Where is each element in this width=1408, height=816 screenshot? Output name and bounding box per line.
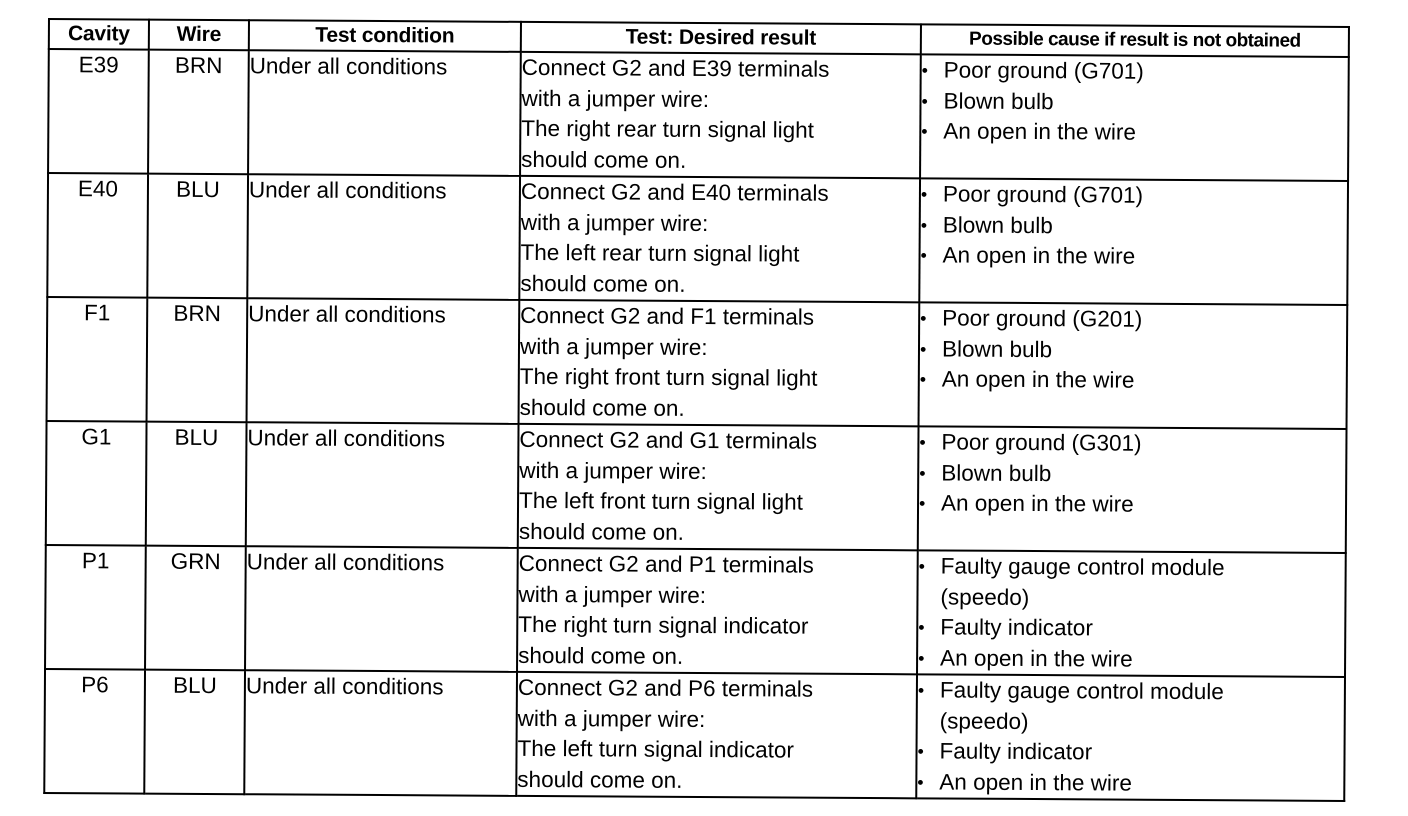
bullet-icon: • xyxy=(920,308,927,329)
document-sheet xyxy=(43,18,1348,802)
bullet-icon: • xyxy=(920,214,928,235)
wire-header: Wire xyxy=(149,20,249,51)
possible-cause-cell xyxy=(917,550,1346,677)
result-line: with a jumper wire: xyxy=(518,581,707,608)
possible-cause-cell xyxy=(918,426,1347,553)
cause-item xyxy=(920,303,1346,336)
table-row xyxy=(48,49,1349,181)
cause-list xyxy=(920,179,1347,273)
cause-item xyxy=(918,643,1344,676)
cause-text: An open in the wire xyxy=(940,490,1134,517)
table-body xyxy=(44,49,1349,801)
cause-item xyxy=(918,612,1344,645)
desired-result-cell xyxy=(518,424,919,550)
cause-text: Blown bulb xyxy=(941,459,1052,486)
wire-cell: BRN xyxy=(147,298,248,423)
test-condition-cell: Under all conditions xyxy=(247,174,520,300)
possible-cause-cell xyxy=(916,674,1345,801)
cause-text: Faulty indicator xyxy=(939,738,1093,765)
result-line: should come on. xyxy=(518,518,685,545)
cause-text: Faulty indicator xyxy=(940,614,1093,641)
cause-text: Poor ground (G201) xyxy=(942,305,1143,332)
wire-cell: BLU xyxy=(147,174,248,299)
table-row xyxy=(46,421,1347,553)
cause-text: An open in the wire xyxy=(941,366,1135,393)
cause-item xyxy=(919,458,1345,491)
result-line: with a jumper wire: xyxy=(519,333,708,360)
possible-cause-cell xyxy=(920,54,1349,181)
cause-text: An open in the wire xyxy=(942,242,1136,269)
table-row xyxy=(45,545,1346,677)
cause-text: An open in the wire xyxy=(939,768,1133,796)
cause-item xyxy=(919,427,1345,460)
cavity-cell: E39 xyxy=(48,49,149,174)
cause-list xyxy=(920,303,1347,397)
cause-item xyxy=(918,551,1344,615)
cause-text: An open in the wire xyxy=(943,118,1137,145)
cause-text: An open in the wire xyxy=(940,644,1133,672)
cause-item xyxy=(917,767,1343,800)
cause-item xyxy=(919,488,1345,521)
cause-item xyxy=(920,334,1346,367)
bullet-icon: • xyxy=(921,60,929,81)
bullet-icon: • xyxy=(917,741,924,762)
cause-list xyxy=(921,55,1348,149)
cause-item xyxy=(918,675,1344,739)
bullet-icon: • xyxy=(921,121,928,142)
cause-text: Poor ground (G701) xyxy=(943,57,1144,84)
result-line: Connect G2 and E39 terminals xyxy=(521,54,830,82)
cause-item xyxy=(921,116,1347,149)
test-table xyxy=(43,18,1350,802)
cause-list xyxy=(919,427,1346,521)
result-line: should come on. xyxy=(520,270,686,297)
result-line: with a jumper wire: xyxy=(521,85,710,112)
bullet-icon: • xyxy=(921,90,928,111)
cause-text: Blown bulb xyxy=(943,87,1054,114)
cavity-cell: P1 xyxy=(45,545,146,670)
table-row xyxy=(44,669,1345,801)
desired-result-cell xyxy=(519,176,920,302)
cause-item xyxy=(920,364,1346,397)
desired-result-cell xyxy=(519,300,920,426)
cause-text: Faulty gauge control module (speedo) xyxy=(940,553,1225,610)
result-line: with a jumper wire: xyxy=(519,457,707,484)
result-line: Connect G2 and P1 terminals xyxy=(518,550,814,578)
test-condition-header: Test condition xyxy=(249,20,521,52)
bullet-icon: • xyxy=(918,556,926,577)
result-line: should come on. xyxy=(519,394,685,421)
possible-cause-cell xyxy=(919,178,1348,305)
table-row xyxy=(47,173,1348,305)
wire-cell: GRN xyxy=(145,546,246,671)
result-line: The right rear turn signal light xyxy=(521,115,815,143)
bullet-icon: • xyxy=(918,493,926,514)
desired-result-cell xyxy=(517,548,918,674)
test-condition-cell: Under all conditions xyxy=(244,670,517,796)
test-condition-cell: Under all conditions xyxy=(245,546,518,672)
cause-item xyxy=(922,55,1348,88)
possible-cause-cell xyxy=(919,302,1348,429)
desired-result-cell xyxy=(520,52,921,178)
cause-text: Faulty gauge control module (speedo) xyxy=(939,677,1224,734)
bullet-icon: • xyxy=(918,647,925,668)
wire-cell: BLU xyxy=(146,422,247,547)
test-condition-cell: Under all conditions xyxy=(247,298,520,424)
cavity-cell: F1 xyxy=(47,297,148,422)
cause-text: Blown bulb xyxy=(941,335,1053,362)
test-condition-cell: Under all conditions xyxy=(246,422,519,548)
desired-result-header: Test: Desired result xyxy=(521,22,921,54)
cause-item xyxy=(920,240,1346,273)
bullet-icon: • xyxy=(917,771,924,792)
cause-list xyxy=(917,675,1344,800)
cavity-cell: P6 xyxy=(44,669,145,794)
result-line: The right front turn signal light xyxy=(519,363,818,391)
cause-item xyxy=(921,210,1347,243)
bullet-icon: • xyxy=(920,245,927,266)
cause-item xyxy=(921,179,1347,212)
cavity-header: Cavity xyxy=(49,19,149,50)
result-line: should come on. xyxy=(517,766,683,793)
bullet-icon: • xyxy=(919,432,926,453)
table-row xyxy=(47,297,1348,429)
result-line: Connect G2 and E40 terminals xyxy=(520,178,829,206)
bullet-icon: • xyxy=(918,617,925,638)
result-line: with a jumper wire: xyxy=(517,705,706,732)
result-line: The left front turn signal light xyxy=(518,487,804,515)
bullet-icon: • xyxy=(919,369,927,390)
bullet-icon: • xyxy=(920,184,928,205)
wire-cell: BLU xyxy=(144,670,245,795)
result-line: The left rear turn signal light xyxy=(520,239,800,267)
cause-text: Blown bulb xyxy=(942,211,1053,238)
bullet-icon: • xyxy=(917,680,925,701)
test-condition-cell: Under all conditions xyxy=(248,50,521,176)
cavity-cell: E40 xyxy=(47,173,148,298)
cause-text: Poor ground (G301) xyxy=(941,429,1142,456)
bullet-icon: • xyxy=(919,462,926,483)
result-line: with a jumper wire: xyxy=(520,209,709,236)
wire-cell: BRN xyxy=(148,50,249,175)
cause-item xyxy=(921,86,1347,119)
result-line: should come on. xyxy=(521,146,687,173)
bullet-icon: • xyxy=(919,338,927,359)
result-line: The right turn signal indicator xyxy=(518,611,809,639)
desired-result-cell xyxy=(516,672,917,798)
result-line: Connect G2 and F1 terminals xyxy=(520,302,815,330)
cause-list xyxy=(918,551,1345,676)
result-line: should come on. xyxy=(518,642,684,669)
cause-text: Poor ground (G701) xyxy=(942,181,1144,208)
possible-cause-header: Possible cause if result is not obtained xyxy=(921,24,1349,57)
result-line: The left turn signal indicator xyxy=(517,735,795,763)
cavity-cell: G1 xyxy=(46,421,147,546)
cause-item xyxy=(917,736,1343,769)
result-line: Connect G2 and G1 terminals xyxy=(519,426,818,454)
result-line: Connect G2 and P6 terminals xyxy=(517,674,814,702)
